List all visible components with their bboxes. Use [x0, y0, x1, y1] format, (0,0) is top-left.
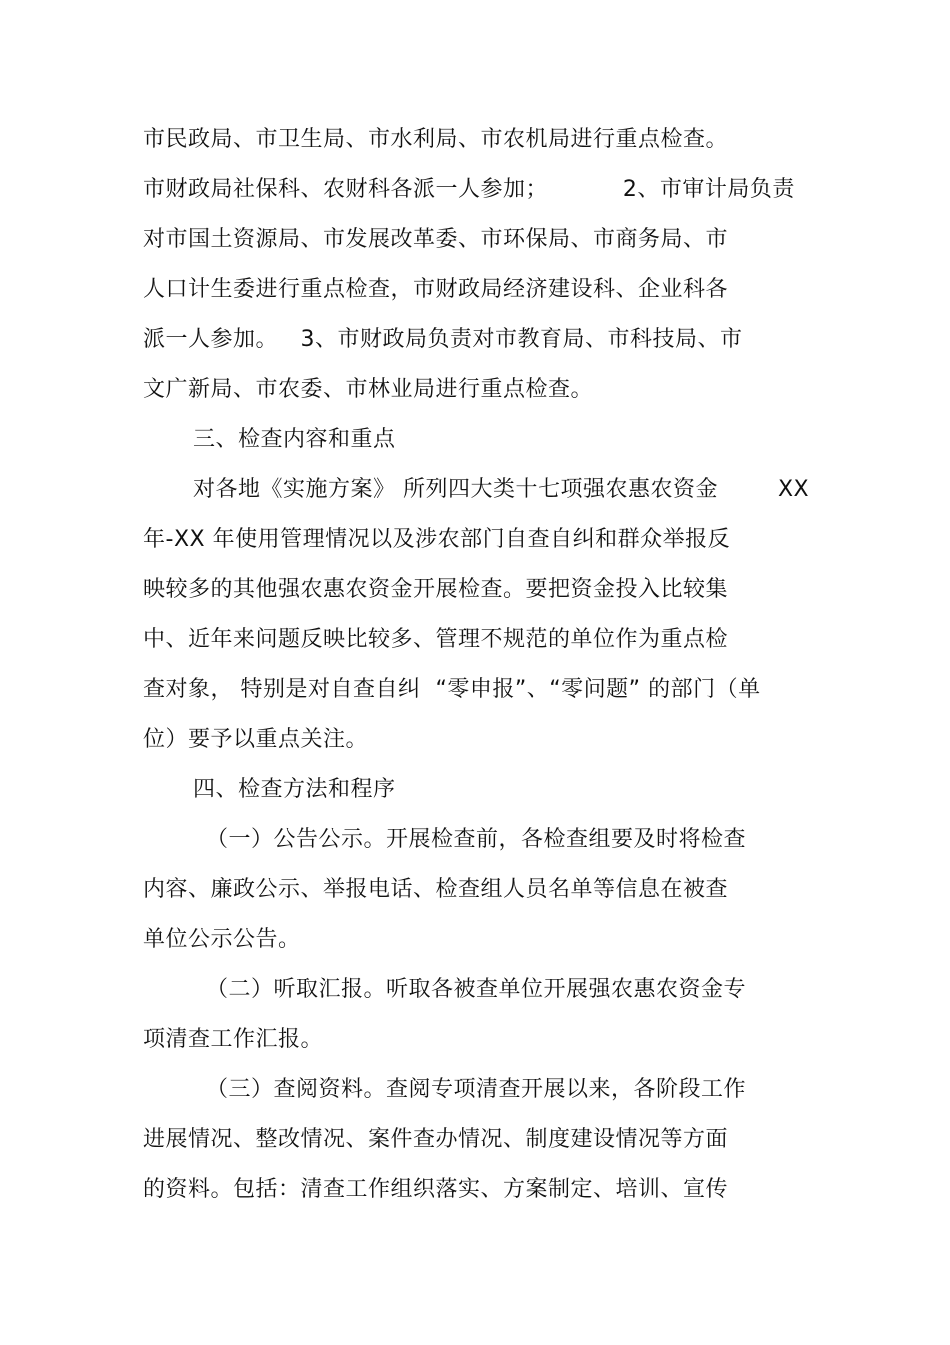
text-line: （二）听取汇报。听取各被查单位开展强农惠农资金专: [206, 977, 747, 1002]
text-line: 内容、廉政公示、举报电话、检查组人员名单等信息在被查: [143, 877, 729, 902]
text-line: 单位公示公告。: [143, 927, 301, 952]
text-line: （三）查阅资料。查阅专项清查开展以来，各阶段工作: [206, 1077, 747, 1102]
text-line: 市财政局社保科、农财科各派一人参加； 2、市审计局负责: [143, 177, 795, 202]
text-line: 派一人参加。 3、市财政局负责对市教育局、市科技局、市: [143, 327, 743, 352]
text-line: 位）要予以重点关注。: [143, 727, 369, 752]
text-line: 的资料。包括：清查工作组织落实、方案制定、培训、宣传: [143, 1177, 729, 1202]
section-heading: 四、检查方法和程序: [193, 777, 396, 802]
text-line: 市民政局、市卫生局、市水利局、市农机局进行重点检查。: [143, 127, 729, 152]
text-line: 文广新局、市农委、市林业局进行重点检查。: [143, 377, 594, 402]
text-line: 映较多的其他强农惠农资金开展检查。要把资金投入比较集: [143, 577, 729, 602]
text-line: 对各地《实施方案》 所列四大类十七项强农惠农资金 XX: [193, 477, 810, 502]
text-line: 对市国土资源局、市发展改革委、市环保局、市商务局、市: [143, 227, 729, 252]
text-line: 中、近年来问题反映比较多、管理不规范的单位作为重点检: [143, 627, 729, 652]
section-heading: 三、检查内容和重点: [193, 427, 396, 452]
text-line: （一）公告公示。开展检查前，各检查组要及时将检查: [206, 827, 747, 852]
text-line: 年-XX 年使用管理情况以及涉农部门自查自纠和群众举报反: [143, 527, 731, 552]
text-line: 进展情况、整改情况、案件查办情况、制度建设情况等方面: [143, 1127, 729, 1152]
text-line: 项清查工作汇报。: [143, 1027, 324, 1052]
text-line: 查对象， 特别是对自查自纠 “零申报”、“零问题” 的部门（单: [143, 677, 761, 702]
text-line: 人口计生委进行重点检查，市财政局经济建设科、企业科各: [143, 277, 729, 302]
